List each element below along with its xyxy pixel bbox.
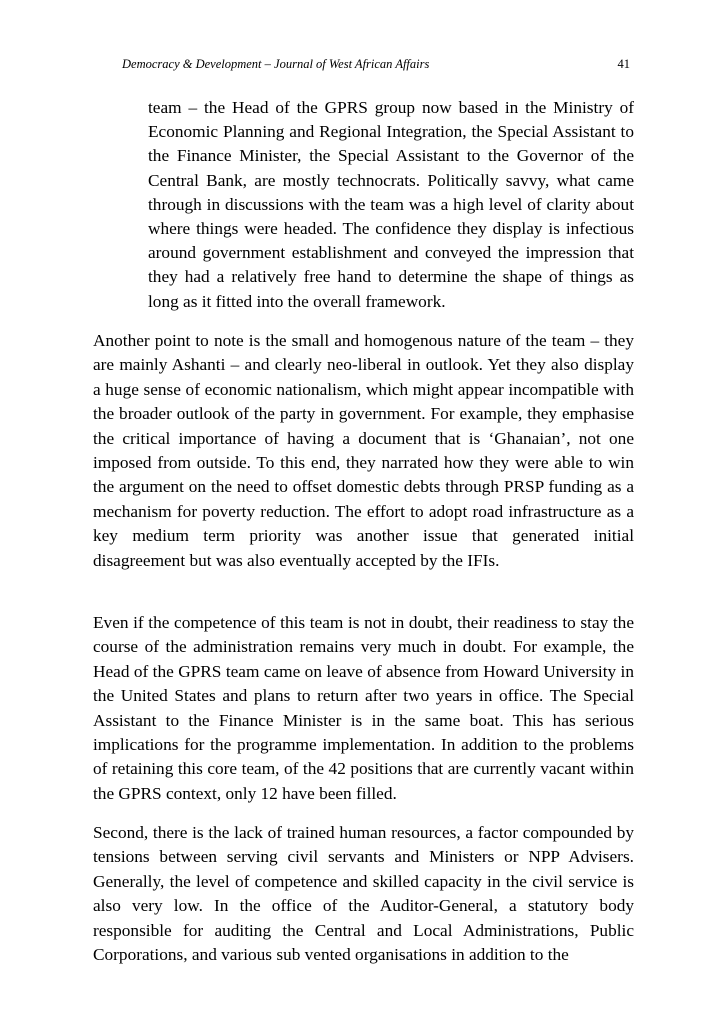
paragraph-human-resources: Second, there is the lack of trained human resources, a factor compounded by tensions between serving civil servants and Ministers or NPP Advisers. Generally, the level of competence and skilled capacity in the civil service is also very low. In the office of the Auditor-General, a statutory body responsible for auditing the Central and Local Administrations, Public Corporations, and various sub vented organisations in addition to the: [93, 823, 634, 965]
running-header: [122, 56, 630, 72]
paragraph-team-retention: Even if the competence of this team is not in doubt, their readiness to stay the course of the administration remains very much in doubt. For example, the Head of the GPRS team came on leave of absence from Howard University in the United States and plans to return after two years in office. The Special Assistant to the Finance Minister is in the same boat. This has serious implications for the programme implementation. In addition to the problems of retaining this core team, of the 42 positions that are currently vacant within the GPRS context, only 12 have been filled.: [93, 613, 634, 803]
journal-title: Democracy & Development – Journal of West African Affairs: [122, 57, 430, 71]
page-number: 41: [617, 57, 630, 71]
paragraph-team-homogeneity: Another point to note is the small and homogenous nature of the team – they are mainly Ashanti – and clearly neo-liberal in outlook. Yet they also display a huge sense of economic nationalism, which might appear incompatible with the broader outlook of the party in government. For example, they emphasise the critical importance of having a document that is ‘Ghanaian’, not one imposed from outside. To this end, they narrated how they were able to win the argument on the need to offset domestic debts through PRSP funding as a mechanism for poverty reduction. The effort to adopt road infrastructure as a key medium term priority was another issue that generated initial disagreement but was also eventually accepted by the IFIs.: [93, 331, 634, 570]
indented-quote-block: team – the Head of the GPRS group now based in the Ministry of Economic Planning and Regional Integration, the Special Assistant to the Finance Minister, the Special Assistant to the Governor of the Central Bank, are mostly technocrats. Politically savvy, what came through in discussions with the team was a high level of clarity about where things were headed. The confidence they display is infectious around government establishment and conveyed the impression that they had a relatively free hand to determine the shape of things as long as it fitted into the overall framework.: [148, 98, 634, 311]
